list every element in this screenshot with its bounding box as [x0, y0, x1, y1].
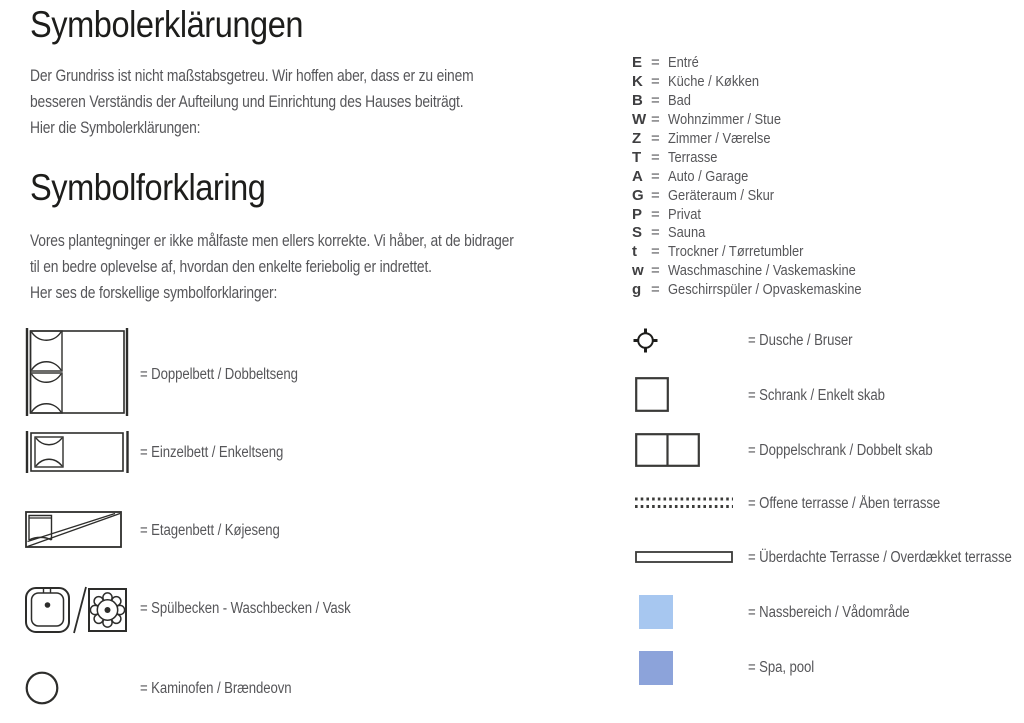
symbol-label-covered-terrace: = Überdachte Terrasse / Overdækket terrasse	[748, 549, 1012, 566]
symbol-label-wet-area: = Nassbereich / Vådområde	[748, 604, 910, 621]
room-code-label: Trockner / Tørretumbler	[668, 243, 804, 261]
equals-sign: =	[651, 262, 660, 280]
danish-intro-paragraph	[30, 228, 514, 306]
room-code-label: Waschmaschine / Vaskemaskine	[668, 262, 856, 280]
symbol-label-sink: = Spülbecken - Waschbecken / Vask	[140, 600, 351, 617]
single-bed-icon	[25, 431, 130, 473]
german-intro-line: besseren Verständis der Aufteilung und Einrichtung des Hauses beiträgt.	[30, 93, 464, 111]
double-bed-icon	[25, 328, 129, 416]
wood-stove-icon	[25, 671, 59, 705]
room-code-key: w	[632, 262, 644, 280]
room-code-key: W	[632, 110, 647, 128]
room-code-key: A	[632, 167, 643, 185]
wet-area-icon	[639, 595, 673, 629]
double-closet-icon	[635, 433, 700, 467]
spa-pool-icon	[639, 651, 673, 685]
shower-icon	[632, 327, 659, 354]
room-code-key: g	[632, 281, 642, 299]
danish-intro-line: Her ses de forskellige symbolforklaringer:	[30, 284, 278, 302]
room-code-key: P	[632, 205, 643, 223]
room-code-key: K	[632, 72, 643, 90]
symbol-label-spa-pool: = Spa, pool	[748, 659, 815, 676]
equals-sign: =	[651, 205, 660, 223]
room-code-key: S	[632, 224, 643, 242]
room-code-legend	[632, 54, 893, 300]
room-code-label: Geräteraum / Skur	[668, 186, 775, 204]
room-code-row	[632, 149, 893, 168]
equals-sign: =	[651, 167, 660, 185]
equals-sign: =	[651, 54, 660, 71]
slash-divider	[74, 587, 86, 633]
symbol-label-bunk-bed: = Etagenbett / Køjeseng	[140, 522, 280, 539]
equals-sign: =	[651, 110, 660, 128]
equals-sign: =	[651, 129, 660, 147]
room-code-label: Privat	[668, 205, 701, 223]
symbol-label-stove: = Kaminofen / Brændeovn	[140, 680, 292, 697]
bunk-bed-icon	[25, 511, 123, 549]
room-code-label: Küche / Køkken	[668, 72, 760, 90]
symbol-label-single-closet: = Schrank / Enkelt skab	[748, 387, 885, 404]
symbol-label-open-terrace: = Offene terrasse / Åben terrasse	[748, 495, 941, 512]
room-code-row	[632, 262, 893, 281]
equals-sign: =	[651, 224, 660, 242]
equals-sign: =	[651, 243, 660, 261]
german-intro-line: Hier die Symbolerklärungen:	[30, 119, 201, 137]
sink-basin-icon	[25, 584, 127, 636]
room-code-row	[632, 243, 893, 262]
room-code-row	[632, 206, 893, 225]
room-code-row	[632, 168, 893, 187]
room-code-label: Wohnzimmer / Stue	[668, 110, 782, 128]
equals-sign: =	[651, 72, 660, 90]
symbol-label-shower: = Dusche / Bruser	[748, 332, 853, 349]
room-code-label: Terrasse	[668, 148, 718, 166]
room-code-row	[632, 111, 893, 130]
danish-intro-line: til en bedre oplevelse af, hvordan den enkelte feriebolig er indrettet.	[30, 258, 432, 276]
room-code-label: Geschirrspüler / Opvaskemaskine	[668, 281, 862, 299]
danish-intro-line: Vores plantegninger er ikke målfaste men ellers korrekte. Vi håber, at de bidrager	[30, 232, 514, 250]
room-code-row	[632, 54, 893, 73]
room-code-row	[632, 92, 893, 111]
page-title-german: Symbolerklärungen	[30, 4, 304, 45]
single-closet-icon	[635, 377, 669, 412]
room-code-label: Entré	[668, 54, 699, 71]
symbol-label-single-bed: = Einzelbett / Enkeltseng	[140, 444, 284, 461]
open-terrace-icon	[635, 496, 733, 510]
room-code-key: Z	[632, 129, 642, 147]
room-code-row	[632, 130, 893, 149]
room-code-key: E	[632, 54, 643, 71]
room-code-key: t	[632, 243, 637, 261]
room-code-row	[632, 224, 893, 243]
room-code-label: Auto / Garage	[668, 167, 749, 185]
covered-terrace-icon	[635, 551, 733, 563]
equals-sign: =	[651, 281, 660, 299]
room-code-key: G	[632, 186, 644, 204]
room-code-label: Bad	[668, 91, 691, 109]
room-code-label: Zimmer / Værelse	[668, 129, 771, 147]
room-code-row	[632, 73, 893, 92]
german-intro-line: Der Grundriss ist nicht maßstabsgetreu. Wir hoffen aber, dass er zu einem	[30, 67, 474, 85]
equals-sign: =	[651, 186, 660, 204]
room-code-key: T	[632, 148, 642, 166]
equals-sign: =	[651, 148, 660, 166]
room-code-label: Sauna	[668, 224, 706, 242]
room-code-row	[632, 281, 893, 300]
room-code-row	[632, 187, 893, 206]
page-title-danish: Symbolforklaring	[30, 167, 266, 208]
room-code-key: B	[632, 91, 643, 109]
symbol-label-double-bed: = Doppelbett / Dobbeltseng	[140, 366, 298, 383]
symbol-label-double-closet: = Doppelschrank / Dobbelt skab	[748, 442, 933, 459]
equals-sign: =	[651, 91, 660, 109]
german-intro-paragraph	[30, 63, 474, 141]
